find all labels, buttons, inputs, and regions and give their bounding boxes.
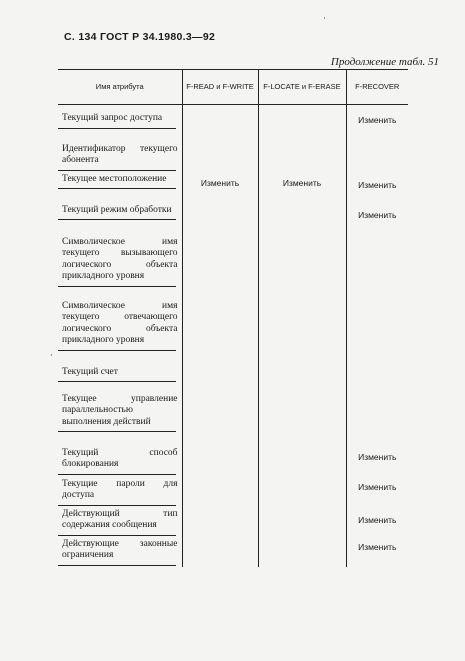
column-header-read-write: F-READ и F-WRITE (182, 70, 258, 105)
attribute-name: Текущий запрос доступа (62, 113, 163, 123)
attribute-name: Действующий тип содержания сообщения (62, 508, 178, 530)
read-write-cell (182, 507, 258, 537)
recover-cell (346, 171, 408, 202)
recover-cell (346, 445, 408, 476)
locate-erase-cell (258, 171, 346, 202)
locate-erase-cell (258, 105, 346, 140)
table-row (58, 140, 408, 171)
locate-erase-cell (258, 361, 346, 392)
column-header-locate-erase: F-LOCATE и F-ERASE (258, 70, 346, 105)
recover-cell (346, 392, 408, 445)
attribute-name: Идентификатор текущего абонента (62, 143, 178, 165)
attribute-cell (58, 298, 182, 361)
locate-erase-cell (258, 445, 346, 476)
attribute-cell (58, 445, 182, 476)
recover-cell (346, 202, 408, 233)
locate-erase-cell (258, 140, 346, 171)
page-header: С. 134 ГОСТ Р 34.1980.3—92 (64, 31, 216, 43)
row-underline (58, 505, 176, 506)
row-underline (58, 286, 176, 287)
locate-erase-cell (258, 392, 346, 445)
attribute-cell (58, 537, 182, 567)
attribute-cell (58, 361, 182, 392)
attribute-name: Символическое имя текущего вызывающего логического объекта прикладного уровня (62, 236, 178, 281)
attribute-cell (58, 476, 182, 507)
attribute-cell (58, 171, 182, 202)
table-row (58, 537, 408, 567)
row-underline (58, 474, 176, 475)
read-write-cell (182, 537, 258, 567)
attribute-name: Текущее местоположение (62, 173, 167, 184)
locate-erase-cell (258, 233, 346, 298)
read-write-cell (182, 105, 258, 140)
locate-erase-cell (258, 298, 346, 361)
table-body (58, 105, 408, 567)
read-write-cell (182, 361, 258, 392)
attribute-cell (58, 140, 182, 171)
change-mark: Изменить (358, 541, 397, 552)
speck-mark: · (323, 13, 326, 23)
locate-erase-cell (258, 537, 346, 567)
read-write-cell (182, 202, 258, 233)
row-underline (58, 219, 176, 220)
change-mark: Изменить (200, 177, 240, 188)
change-mark: Изменить (358, 209, 397, 220)
table-row (58, 202, 408, 233)
change-mark: Изменить (358, 115, 397, 125)
row-underline (58, 381, 176, 382)
attribute-cell (58, 392, 182, 445)
attribute-table (58, 69, 408, 567)
table-continuation-label: Продолжение табл. 51 (330, 56, 439, 68)
attribute-name: Символическое имя текущего отвечающего логического объекта прикладного уровня (62, 300, 178, 345)
attribute-cell (58, 105, 182, 140)
table-row (58, 171, 408, 202)
attribute-name: Текущий режим обработки (62, 204, 172, 215)
change-mark: Изменить (358, 481, 397, 492)
read-write-cell (182, 445, 258, 476)
read-write-cell (182, 233, 258, 298)
table-row (58, 298, 408, 361)
row-underline (58, 431, 176, 432)
table-row (58, 476, 408, 507)
change-mark: Изменить (358, 451, 397, 462)
table-header-row (58, 70, 408, 105)
table-row (58, 233, 408, 298)
table-row (58, 392, 408, 445)
recover-cell (346, 507, 408, 537)
attribute-name: Текущие пароли для доступа (62, 478, 178, 500)
read-write-cell (182, 140, 258, 171)
recover-cell (346, 537, 408, 567)
row-underline (58, 535, 176, 536)
change-mark: Изменить (282, 177, 322, 188)
locate-erase-cell (258, 202, 346, 233)
change-mark: Изменить (358, 514, 397, 525)
row-underline (58, 188, 176, 189)
column-header-attribute: Имя атрибута (58, 70, 182, 105)
table-row (58, 105, 408, 140)
recover-cell (346, 298, 408, 361)
recover-cell (346, 233, 408, 298)
table-row (58, 361, 408, 392)
speck-mark: · (50, 350, 53, 360)
row-underline (58, 128, 176, 129)
table-row (58, 445, 408, 476)
table-row (58, 507, 408, 537)
recover-cell (346, 105, 408, 140)
attribute-name: Текущее управление параллельностью выполнения действий (62, 393, 178, 427)
read-write-cell (182, 298, 258, 361)
row-underline (58, 565, 176, 566)
read-write-cell (182, 171, 258, 202)
attribute-name: Текущий способ блокирования (62, 447, 178, 469)
attribute-cell (58, 507, 182, 537)
row-underline (58, 350, 176, 351)
attribute-cell (58, 233, 182, 298)
read-write-cell (182, 392, 258, 445)
change-mark: Изменить (358, 179, 397, 190)
attribute-name: Действующие законные ограничения (62, 538, 178, 560)
recover-cell (346, 361, 408, 392)
locate-erase-cell (258, 507, 346, 537)
locate-erase-cell (258, 476, 346, 507)
column-header-recover: F-RECOVER (346, 70, 408, 105)
recover-cell (346, 140, 408, 171)
recover-cell (346, 476, 408, 507)
attribute-cell (58, 202, 182, 233)
read-write-cell (182, 476, 258, 507)
attribute-name: Текущий счет (62, 366, 118, 377)
